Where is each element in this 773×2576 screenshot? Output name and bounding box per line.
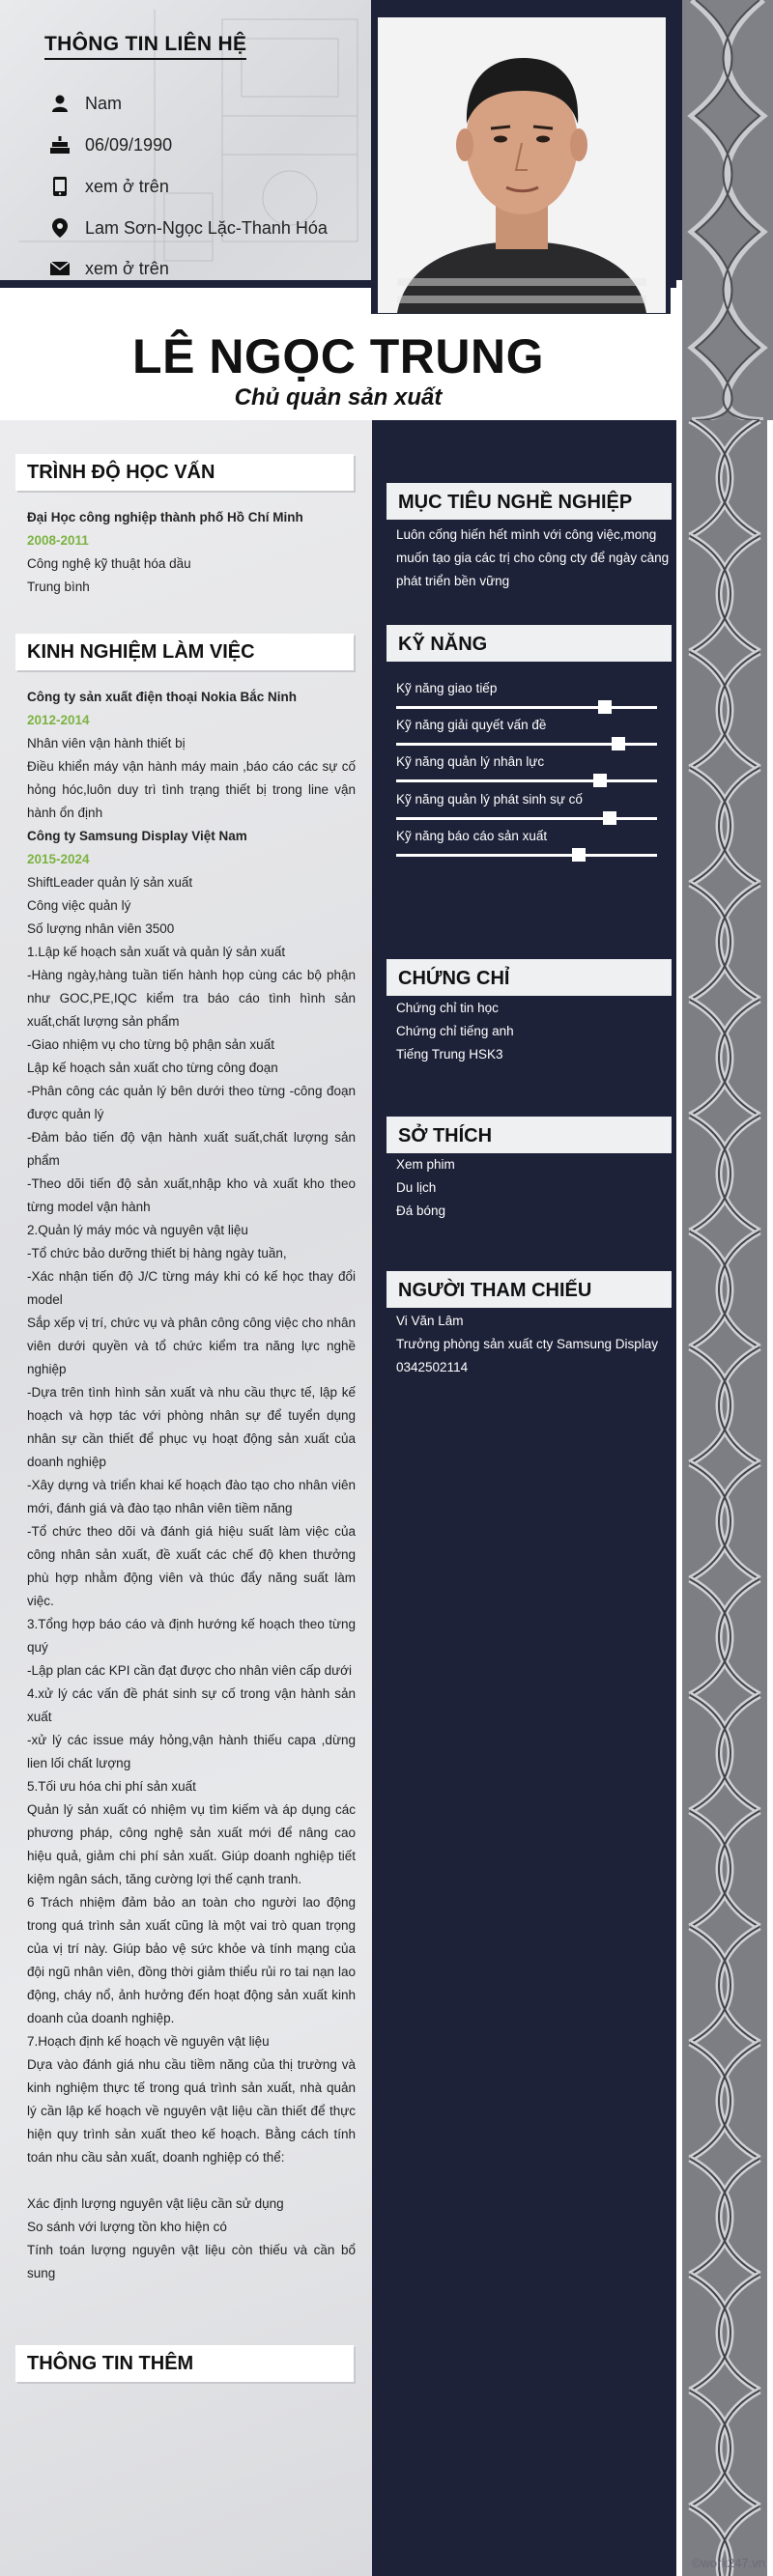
experience-line: -Tổ chức bảo dưỡng thiết bị hàng ngày tuần, [27, 1246, 287, 1260]
objective-section-header [386, 483, 672, 520]
hobby-item: Xem phim [396, 1157, 455, 1172]
skill-level-marker [612, 737, 625, 750]
skill-level-track [396, 779, 657, 782]
contact-phone: xem ở trên [85, 176, 169, 196]
side-chain-pattern [676, 420, 773, 2576]
contact-email: xem ở trên [85, 258, 169, 278]
skill-label: Kỹ năng quản lý nhân lực [396, 754, 545, 769]
envelope-icon [48, 257, 72, 280]
reference-name: Vi Văn Lâm [396, 1314, 464, 1328]
person-icon [48, 92, 72, 115]
location-pin-icon [48, 216, 72, 240]
skill-label: Kỹ năng báo cáo sản xuất [396, 829, 548, 843]
experience-line: -xử lý các issue máy hỏng,vận hành thiếu capa ,dừng lien lối chất lượng [27, 1733, 356, 1770]
hobby-item: Du lịch [396, 1180, 437, 1195]
education-section-title: TRÌNH ĐỘ HỌC VẤN [27, 462, 215, 483]
contact-gender-row [48, 91, 122, 116]
experience-period-2: 2015-2024 [27, 852, 90, 866]
experience-line: -Xây dựng và triển khai kế hoạch đào tạo cho nhân viên mới, đánh giá và đào tạo nhân viên tiềm năng [27, 1478, 356, 1515]
experience-line: -Tổ chức theo dõi và đánh giá hiệu suất làm việc của công nhân sản xuất, đề xuất các chế độ khen thưởng phù hợp nhằm động viên và thúc đẩy năng suất làm việc. [27, 1524, 356, 1608]
cake-icon [48, 133, 72, 156]
contact-address: Lam Sơn-Ngọc Lặc-Thanh Hóa [85, 217, 328, 238]
experience-company-1: Công ty sản xuất điện thoại Nokia Bắc Ninh [27, 690, 298, 704]
experience-line: -Theo dõi tiến độ sản xuất,nhập kho và xuất kho theo từng model vận hành [27, 1176, 356, 1214]
experience-line [27, 2169, 356, 2193]
experience-line: -Lập plan các KPI cần đạt được cho nhân viên cấp dưới [27, 1663, 352, 1678]
experience-line: Tính toán lượng nguyên vật liệu còn thiếu và cần bổ sung [27, 2243, 356, 2280]
skill-level-track [396, 706, 657, 709]
experience-line: 6 Trách nhiệm đảm bảo an toàn cho người lao động trong quá trình sản xuất cũng là một vai trò quan trọng của vị trí này. Giúp bảo vệ sức khỏe và tính mạng của đội ngũ nhân viên, đồng thời giảm thiểu rủi ro tai nạn lao động, cháy nổ, ảnh hưởng đến hoạt động sản xuất kinh doanh của doanh nghiệp. [27, 1895, 356, 2025]
skill-item [396, 792, 657, 807]
experience-line: Lập kế hoạch sản xuất cho từng công đoạn [27, 1061, 278, 1075]
reference-position: Trưởng phòng sản xuất cty Samsung Display [396, 1337, 659, 1351]
experience-period-1: 2012-2014 [27, 713, 90, 727]
experience-line: 2.Quản lý máy móc và nguyên vật liệu [27, 1223, 248, 1237]
experience-line: 4.xử lý các vấn đề phát sinh sự cố trong vận hành sản xuất [27, 1686, 356, 1724]
experience-line: -Đảm bảo tiến độ vận hành xuất suất,chất lượng sản phẩm [27, 1130, 356, 1168]
education-school: Đại Học công nghiệp thành phố Hồ Chí Minh [27, 510, 303, 524]
education-block [27, 506, 356, 599]
education-period: 2008-2011 [27, 533, 89, 548]
experience-line: -Dựa trên tình hình sản xuất và nhu cầu thực tế, lập kế hoạch và hợp tác với phòng nhân sự để tuyển dụng nhân sự cần thiết để phục vụ hoạt động sản xuất của doanh nghiệp [27, 1385, 356, 1469]
contact-email-row [48, 256, 169, 281]
experience-section-header [15, 634, 354, 670]
hobbies-list [396, 1153, 672, 1223]
hobby-item: Đá bóng [396, 1203, 446, 1218]
header-side-strip [671, 0, 682, 280]
hobbies-section-title: SỞ THÍCH [398, 1125, 493, 1146]
experience-line: 5.Tối ưu hóa chi phí sản xuất [27, 1779, 196, 1794]
experience-line: -Giao nhiệm vụ cho từng bộ phận sản xuất [27, 1037, 274, 1052]
contact-section-title: THÔNG TIN LIÊN HỆ [44, 33, 246, 60]
experience-line: 3.Tổng hợp báo cáo và định hướng kế hoạch theo từng quý [27, 1617, 356, 1655]
avatar [378, 17, 666, 313]
experience-line: -Phân công các quản lý bên dưới theo từng -công đoạn được quản lý [27, 1084, 356, 1121]
certificate-item: Chứng chỉ tin học [396, 1001, 499, 1015]
experience-line: Dựa vào đánh giá nhu cầu tiềm năng của thị trường và kinh nghiệm thực tế trong quá trình sản xuất, nhà quản lý cần lập kế hoạch về nguyên vật liệu cần thiết để thực hiện quy trình sản xuất theo kế hoạch. Bằng cách tính toán nhu cầu sản xuất, doanh nghiệp có thể: [27, 2057, 356, 2165]
skill-level-marker [572, 848, 586, 862]
skill-item [396, 718, 657, 732]
references-section-title: NGƯỜI THAM CHIẾU [398, 1280, 592, 1301]
certificate-item: Chứng chỉ tiếng anh [396, 1024, 514, 1038]
skill-label: Kỹ năng quản lý phát sinh sự cố [396, 792, 583, 807]
education-major: Công nghệ kỹ thuật hóa dầu [27, 556, 191, 571]
candidate-name: LÊ NGỌC TRUNG [132, 329, 544, 383]
skill-level-marker [598, 700, 612, 714]
contact-address-row [48, 215, 328, 241]
hobbies-section-header [386, 1117, 672, 1153]
experience-job-2 [27, 871, 356, 2285]
skill-item [396, 829, 657, 843]
skill-level-track [396, 817, 657, 820]
experience-line: 1.Lập kế hoạch sản xuất và quản lý sản xuất [27, 945, 286, 959]
experience-line: Số lượng nhân viên 3500 [27, 921, 175, 936]
contact-birthday-row [48, 132, 172, 157]
contact-birthday: 06/09/1990 [85, 134, 173, 155]
certificates-section-header [386, 959, 672, 996]
experience-block [27, 686, 356, 2285]
experience-line: ShiftLeader quản lý sản xuất [27, 875, 193, 890]
skill-item [396, 681, 657, 695]
skills-section-title: KỸ NĂNG [398, 634, 488, 655]
references-list [396, 1310, 672, 1379]
objective-section-title: MỤC TIÊU NGHỀ NGHIỆP [398, 492, 633, 513]
header-chain-pattern [682, 0, 773, 420]
reference-phone: 0342502114 [396, 1360, 469, 1374]
contact-gender: Nam [85, 93, 123, 113]
candidate-role: Chủ quản sản xuất [234, 384, 443, 410]
skills-section-header [386, 625, 672, 662]
experience-section-title: KINH NGHIỆM LÀM VIỆC [27, 641, 255, 663]
extra-info-section-title: THÔNG TIN THÊM [27, 2353, 194, 2374]
experience-company-2: Công ty Samsung Display Việt Nam [27, 829, 247, 843]
contact-phone-row [48, 174, 169, 199]
experience-line: Xác định lượng nguyên vật liệu cần sử dụng [27, 2196, 284, 2211]
experience-line: Quản lý sản xuất có nhiệm vụ tìm kiếm và áp dụng các phương pháp, công nghệ sản xuất mới để nâng cao hiệu quả, giảm chi phí sản xuất. Giúp doanh nghiệp tiết kiệm ngân sách, tăng cường lợi thế cạnh tranh. [27, 1802, 356, 1886]
experience-job-1 [27, 732, 356, 825]
experience-line: Công việc quản lý [27, 898, 131, 913]
skill-level-track [396, 854, 657, 857]
certificates-list [396, 997, 672, 1066]
certificate-item: Tiếng Trung HSK3 [396, 1047, 503, 1062]
skill-item [396, 754, 657, 769]
skill-level-marker [593, 774, 607, 787]
education-section-header [15, 454, 354, 491]
references-section-header [386, 1271, 672, 1308]
experience-line: Sắp xếp vị trí, chức vụ và phân công công việc cho nhân viên dưới quyền và tổ chức kiểm tra năng lực nghề nghiệp [27, 1316, 356, 1376]
experience-line: Điều khiển máy vận hành máy main ,báo cáo các sự cố hỏng hóc,luôn duy trì tình trạng thiết bị trong line vận hành ổn định [27, 759, 356, 820]
watermark: ©work247.vn [691, 2556, 765, 2570]
skill-label: Kỹ năng giải quyết vấn đề [396, 718, 547, 732]
experience-line: -Hàng ngày,hàng tuần tiến hành họp cùng các bộ phận như GOC,PE,IQC kiểm tra báo cáo tình hình sản xuất,chất lượng sản phẩm [27, 968, 356, 1029]
objective-text: Luôn cống hiến hết mình với công việc,mong muốn tạo gia các trị cho công cty để ngày càng phát triển bền vững [396, 527, 670, 588]
skill-level-marker [603, 811, 616, 825]
certificates-section-title: CHỨNG CHỈ [398, 968, 510, 989]
experience-line: 7.Hoạch định kế hoạch về nguyên vật liệu [27, 2034, 270, 2049]
experience-line: So sánh với lượng tồn kho hiện có [27, 2220, 227, 2234]
phone-icon [48, 175, 72, 198]
extra-info-section-header [15, 2345, 354, 2382]
education-grade: Trung bình [27, 580, 90, 594]
experience-line: Nhân viên vận hành thiết bị [27, 736, 186, 750]
experience-line: -Xác nhận tiến độ J/C từng máy khi có kế học thay đổi model [27, 1269, 356, 1307]
skill-label: Kỹ năng giao tiếp [396, 681, 498, 695]
